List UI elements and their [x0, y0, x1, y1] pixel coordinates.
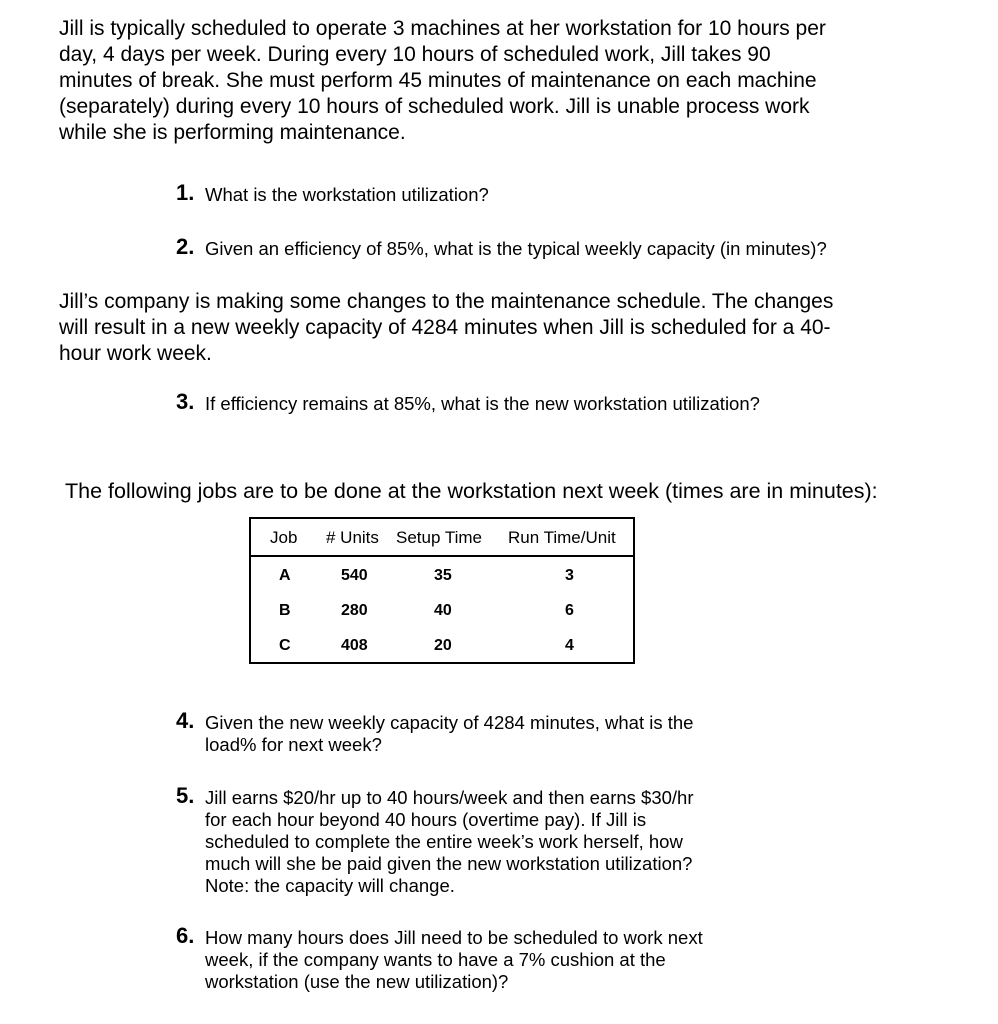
table-header: [251, 519, 633, 557]
header-job: Job: [270, 528, 298, 547]
question-line: If efficiency remains at 85%, what is the new workstation utilization?: [205, 393, 760, 414]
table-row: [251, 559, 633, 593]
question-line: Given an efficiency of 85%, what is the typical weekly capacity (in minutes)?: [205, 238, 827, 259]
intro-line: minutes of break. She must perform 45 minutes of maintenance on each machine: [59, 69, 817, 92]
question-number: 3.: [176, 389, 195, 414]
question-line: workstation (use the new utilization)?: [205, 971, 509, 992]
intro-line: while she is performing maintenance.: [59, 121, 406, 144]
question-text: [205, 184, 489, 206]
question-text: [205, 238, 827, 260]
cell-setup-time: 35: [434, 567, 452, 584]
change-paragraph: [59, 289, 833, 367]
change-line: hour work week.: [59, 342, 212, 365]
intro-line: day, 4 days per week. During every 10 hours of scheduled work, Jill takes 90: [59, 43, 771, 66]
question-number: 6.: [176, 923, 195, 948]
question-number: 2.: [176, 234, 195, 259]
cell-job: B: [279, 602, 291, 619]
header-units: # Units: [326, 528, 379, 547]
jobs-intro-text: The following jobs are to be done at the workstation next week (times are in minutes):: [65, 479, 878, 503]
question-text: [205, 712, 693, 756]
cell-run-time: 4: [565, 637, 574, 654]
intro-line: Jill is typically scheduled to operate 3 machines at her workstation for 10 hours per: [59, 17, 826, 40]
cell-run-time: 6: [565, 602, 574, 619]
question-text: [205, 787, 694, 897]
question-line: scheduled to complete the entire week’s work herself, how: [205, 831, 683, 852]
cell-setup-time: 20: [434, 637, 452, 654]
question-line: for each hour beyond 40 hours (overtime pay). If Jill is: [205, 809, 647, 830]
cell-run-time: 3: [565, 567, 574, 584]
question-line: week, if the company wants to have a 7% cushion at the: [205, 949, 666, 970]
question-number: 1.: [176, 180, 195, 205]
table-row: [251, 629, 633, 663]
question-line: Note: the capacity will change.: [205, 875, 455, 896]
question-number: 4.: [176, 708, 195, 733]
question-line: much will she be paid given the new workstation utilization?: [205, 853, 693, 874]
question-line: load% for next week?: [205, 734, 382, 755]
question-line: How many hours does Jill need to be scheduled to work next: [205, 927, 703, 948]
question-line: Given the new weekly capacity of 4284 minutes, what is the: [205, 712, 694, 733]
cell-units: 408: [341, 637, 368, 654]
question-text: [205, 927, 703, 993]
cell-setup-time: 40: [434, 602, 452, 619]
header-run-time: Run Time/Unit: [508, 528, 616, 547]
question-number: 5.: [176, 783, 195, 808]
cell-units: 540: [341, 567, 368, 584]
question-text: [205, 393, 760, 415]
intro-paragraph: [59, 16, 826, 146]
header-setup-time: Setup Time: [396, 528, 482, 547]
change-line: Jill’s company is making some changes to the maintenance schedule. The changes: [59, 290, 834, 313]
cell-job: C: [279, 637, 291, 654]
intro-line: (separately) during every 10 hours of scheduled work. Jill is unable process work: [59, 95, 810, 118]
cell-job: A: [279, 567, 291, 584]
cell-units: 280: [341, 602, 368, 619]
table-row: [251, 594, 633, 628]
change-line: will result in a new weekly capacity of 4284 minutes when Jill is scheduled for a 40-: [59, 316, 831, 339]
jobs-table: [249, 517, 635, 664]
question-line: Jill earns $20/hr up to 40 hours/week and then earns $30/hr: [205, 787, 694, 808]
question-line: What is the workstation utilization?: [205, 184, 489, 205]
